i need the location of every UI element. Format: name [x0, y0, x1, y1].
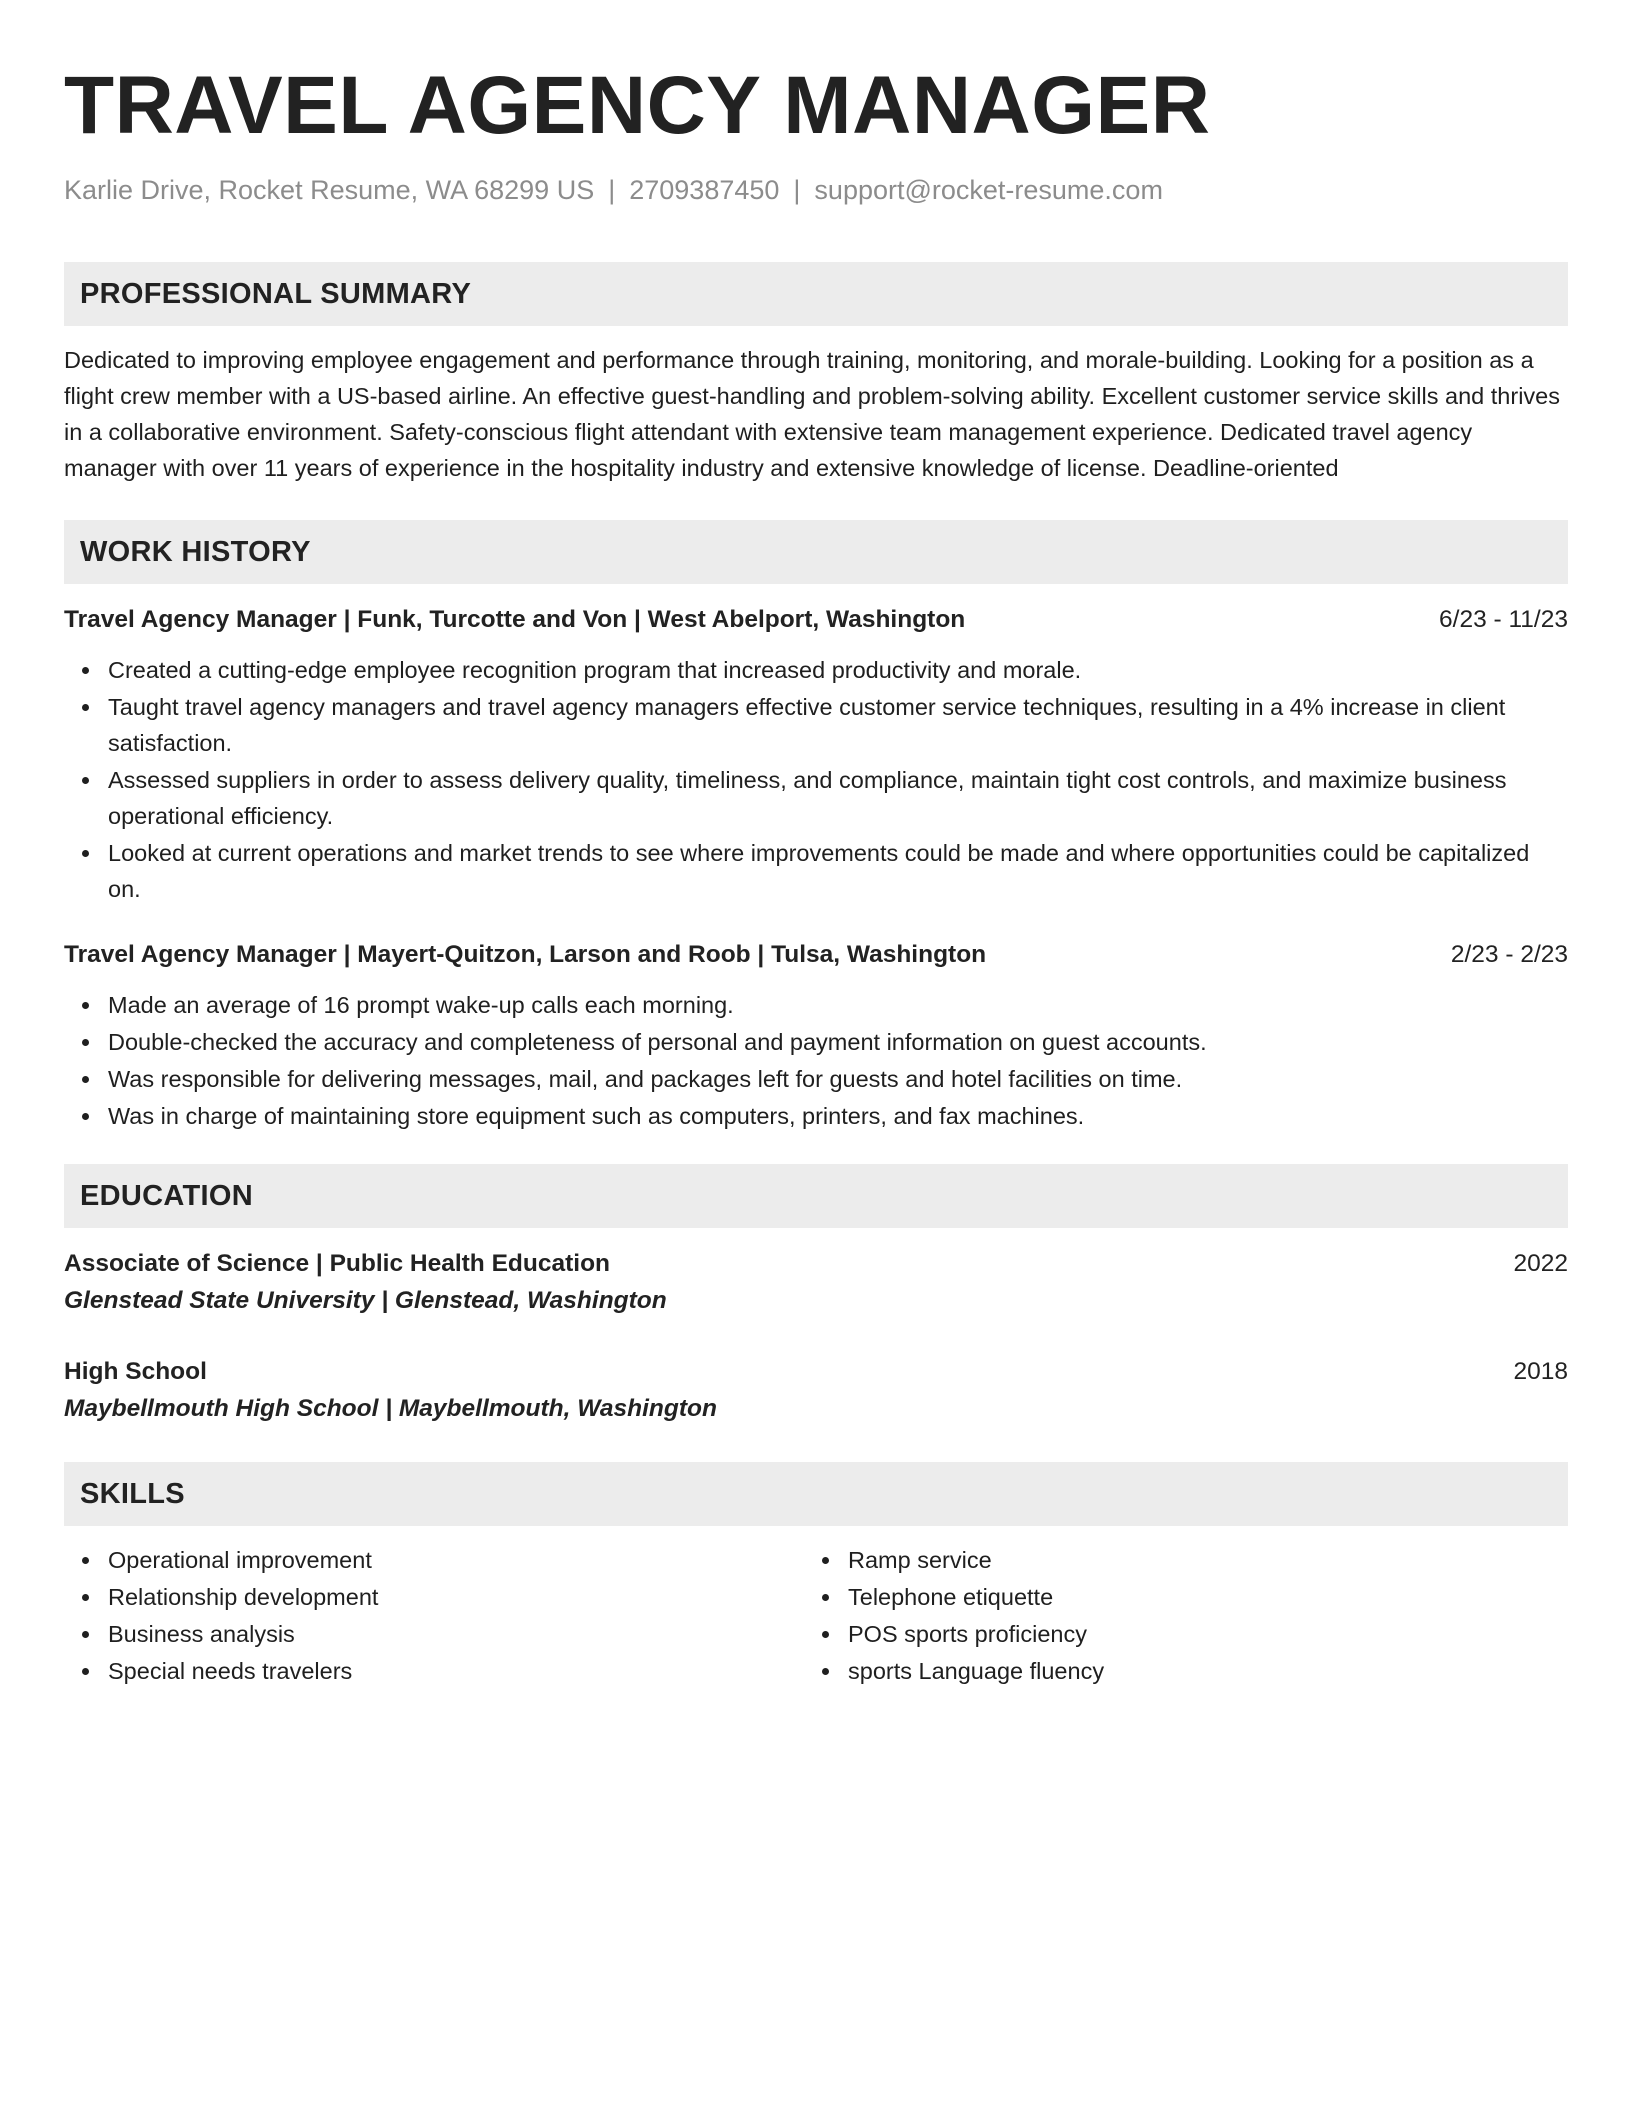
skills-bullets	[804, 1542, 1544, 1689]
contact-address: Karlie Drive, Rocket Resume, WA 68299 US	[64, 175, 595, 205]
skill-item: Telephone etiquette	[848, 1579, 1544, 1615]
education-year: 2022	[1513, 1250, 1568, 1277]
contact-separator: |	[793, 175, 801, 205]
education-degree: Associate of Science | Public Health Education	[64, 1250, 610, 1277]
job-bullet: Double-checked the accuracy and completeness of personal and payment information on guest accounts.	[108, 1024, 1568, 1060]
job-heading-row	[64, 602, 1568, 638]
skill-item: Relationship development	[108, 1579, 804, 1615]
contact-line	[64, 172, 1568, 208]
job-bullet: Created a cutting-edge employee recognition program that increased productivity and morale.	[108, 652, 1568, 688]
job-bullet: Made an average of 16 prompt wake-up calls each morning.	[108, 987, 1568, 1023]
resume-title: TRAVEL AGENCY MANAGER	[64, 60, 1211, 151]
skills-bullets	[64, 1542, 804, 1689]
job-title: Travel Agency Manager | Funk, Turcotte and Von | West Abelport, Washington	[64, 606, 966, 633]
education-degree: High School	[64, 1358, 207, 1385]
job-dates: 2/23 - 2/23	[1450, 941, 1568, 968]
skill-item: Special needs travelers	[108, 1653, 804, 1689]
job-title: Travel Agency Manager | Mayert-Quitzon, Larson and Roob | Tulsa, Washington	[64, 941, 987, 968]
summary-text: Dedicated to improving employee engagement and performance through training, monitoring, and morale-building. Looking for a position as a flight crew member with a US-based airline. An effective guest-handling and problem-solving ability. Excellent customer service skills and thrives in a collaborative environment. Safety-conscious flight attendant with extensive team management experience. Dedicated travel agency manager with over 11 years of experience in the hospitality industry and extensive knowledge of license. Deadline-oriented	[64, 347, 1560, 481]
education-school: Maybellmouth High School | Maybellmouth, Washington	[64, 1395, 717, 1422]
skill-item: Business analysis	[108, 1616, 804, 1652]
job-heading-row	[64, 937, 1568, 973]
skill-item: Ramp service	[848, 1542, 1544, 1578]
job-bullet: Was in charge of maintaining store equipment such as computers, printers, and fax machines.	[108, 1098, 1568, 1134]
skill-item: sports Language fluency	[848, 1653, 1544, 1689]
job-bullet: Was responsible for delivering messages, mail, and packages left for guests and hotel facilities on time.	[108, 1061, 1568, 1097]
education-heading-row	[64, 1246, 1568, 1282]
skills-column-left	[64, 1542, 804, 1690]
contact-separator: |	[608, 175, 616, 205]
education-year: 2018	[1513, 1358, 1568, 1385]
job-entry	[64, 602, 1568, 907]
contact-email: support@rocket-resume.com	[814, 175, 1163, 205]
education-school: Glenstead State University | Glenstead, Washington	[64, 1287, 667, 1314]
skill-item: Operational improvement	[108, 1542, 804, 1578]
job-bullet: Taught travel agency managers and travel agency managers effective customer service techniques, resulting in a 4% increase in client satisfaction.	[108, 689, 1568, 761]
skill-item: POS sports proficiency	[848, 1616, 1544, 1652]
section-header-summary: PROFESSIONAL SUMMARY	[64, 262, 1568, 326]
job-bullet: Looked at current operations and market trends to see where improvements could be made and where opportunities could be capitalized on.	[108, 835, 1568, 907]
job-bullets	[64, 987, 1568, 1134]
section-header-education: EDUCATION	[64, 1164, 1568, 1228]
skills-list	[64, 1542, 1568, 1690]
education-heading-row	[64, 1354, 1568, 1390]
education-entry	[64, 1246, 1568, 1320]
education-entry	[64, 1354, 1568, 1428]
section-header-skills: SKILLS	[64, 1462, 1568, 1526]
contact-phone: 2709387450	[629, 175, 780, 205]
job-bullets	[64, 652, 1568, 907]
job-dates: 6/23 - 11/23	[1439, 606, 1568, 633]
section-header-work-history: WORK HISTORY	[64, 520, 1568, 584]
job-entry	[64, 937, 1568, 1134]
job-bullet: Assessed suppliers in order to assess delivery quality, timeliness, and compliance, maintain tight cost controls, and maximize business operational efficiency.	[108, 762, 1568, 834]
skills-column-right	[804, 1542, 1544, 1690]
